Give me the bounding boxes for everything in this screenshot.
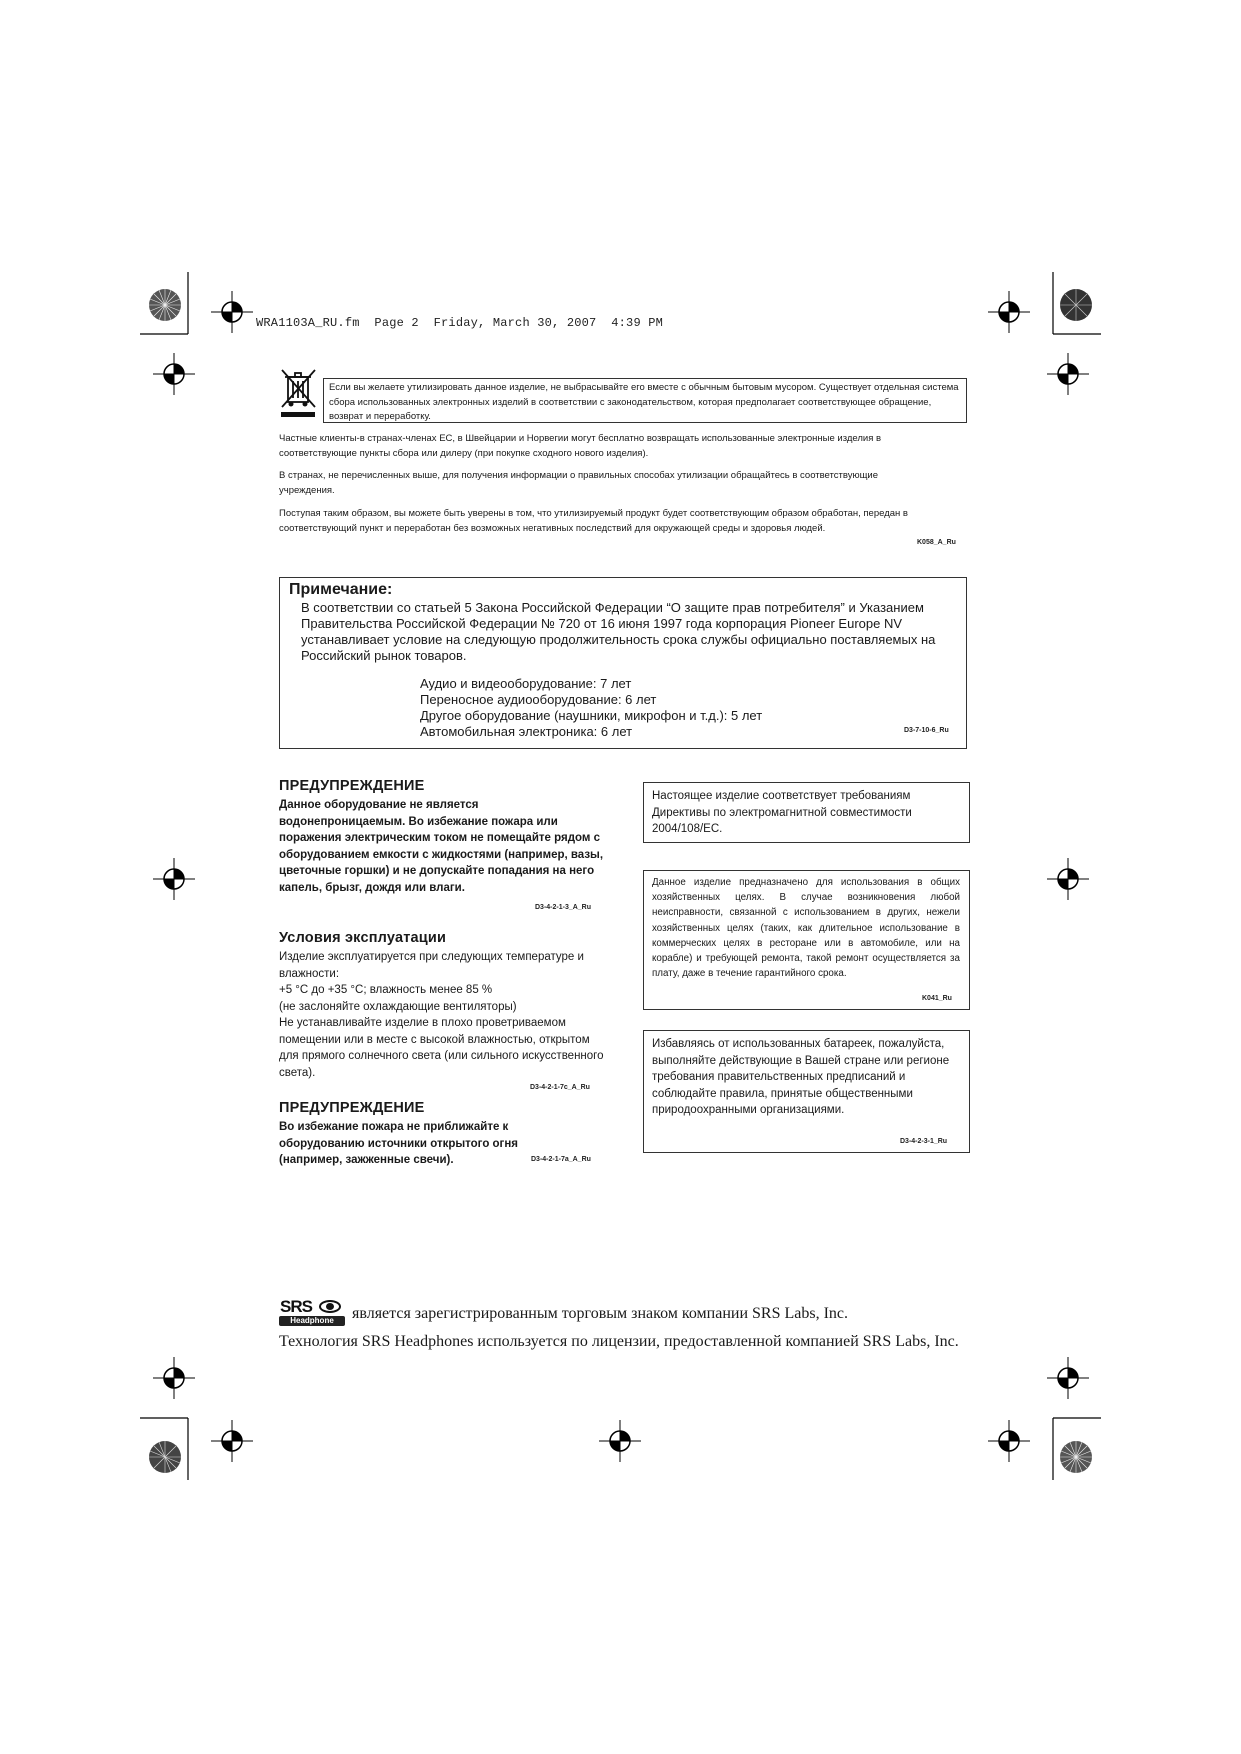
warning-2-code: D3-4-2-1-7a_A_Ru: [531, 1156, 591, 1163]
registration-target-icon: [153, 858, 195, 900]
battery-code: D3-4-2-3-1_Ru: [900, 1138, 948, 1145]
operating-body: Изделие эксплуатируется при следующих температуре и влажности: +5 °C до +35 °C; влажность менее 85 % (не заслоняйте охлаждающие вентиляторы) Не устанавливайте изделие в плохо проветриваемом помещении или в месте с высокой влажностью, открытом для прямого солнечного света (или сильного искусственного света).: [279, 951, 604, 1079]
household-box: [643, 870, 970, 1010]
weee-para-3: Поступая таким образом, вы можете быть уверены в том, что утилизируемый продукт будет соответствующим образом обработан, передан в соответствующий пункт и переработан без возможных негативных последствий для окружающей среды и здоровья людей.: [279, 508, 908, 534]
battery-text: Избавляясь от использованных батареек, пожалуйста, выполняйте действующие в Вашей стране или регионе требования правительственных предписаний и соблюдайте правила, принятые общественными природоохранными организациями.: [652, 1038, 950, 1116]
note-item: Другое оборудование (наушники, микрофон и т.д.): 5 лет: [420, 708, 763, 723]
battery-box: [643, 1030, 970, 1153]
warning-1-body: Данное оборудование не является водонепроницаемым. Во избежание пожара или поражения электрическим током не помещайте рядом с оборудованием емкости с жидкостями (например, вазы, цветочные горшки) и не допускайте попадания на него капель, брызг, дождя или влаги.: [279, 799, 604, 894]
color-bar-circle-icon: [148, 1440, 182, 1474]
registration-target-icon: [153, 353, 195, 395]
household-code: K041_Ru: [922, 995, 952, 1002]
household-text: Данное изделие предназначено для использования в общих хозяйственных целях. В случае возникновения любой неисправности, связанной с использованием в других, нежели хозяйственных целях (таких, как длительное использование в коммерческих целях в ресторане или в автомобиле, или на корабле) и требующей ремонта, такой ремонт осуществляется за плату, даже в течение гарантийного срока.: [652, 877, 960, 980]
warning-2-title: ПРЕДУПРЕЖДЕНИЕ: [279, 1100, 425, 1116]
emc-text: Настоящее изделие соответствует требованиям Директивы по электромагнитной совместимости 2004/108/EC.: [652, 790, 912, 835]
note-item: Переносное аудиооборудование: 6 лет: [420, 692, 657, 707]
srs-logo-text: SRS: [280, 1297, 312, 1316]
weee-code: K058_A_Ru: [917, 539, 956, 546]
color-bar-circle-icon: [148, 288, 182, 322]
srs-trademark-line-2: Технология SRS Headphones используется по лицензии, предоставленной компанией SRS Labs, Inc.: [279, 1333, 959, 1350]
note-body: В соответствии со статьей 5 Закона Российской Федерации “О защите прав потребителя” и Указанием Правительства Российской Федерации № 720 от 16 июня 1997 года корпорация Pioneer Europe NV устанавливает условие на следующую продолжительность срока службы официально поставляемых на Российский рынок товаров.: [301, 600, 936, 663]
weee-para-1: Частные клиенты-в странах-членах ЕС, в Швейцарии и Норвегии могут бесплатно возвращать использованные электронные изделия в соответствующие пункты сбора или дилеру (при покупке сходного нового изделия).: [279, 433, 882, 459]
note-item: Аудио и видеооборудование: 7 лет: [420, 676, 632, 691]
weee-box: [323, 378, 967, 423]
color-bar-circle-icon: [1059, 1440, 1093, 1474]
srs-logo-circle-icon: [319, 1300, 341, 1313]
registration-target-icon: [988, 1420, 1030, 1462]
registration-target-icon: [1047, 1357, 1089, 1399]
registration-target-icon: [211, 1420, 253, 1462]
note-title: Примечание:: [289, 581, 393, 598]
srs-headphone-logo: [279, 1299, 345, 1327]
registration-target-icon: [153, 1357, 195, 1399]
note-item: Автомобильная электроника: 6 лет: [420, 724, 633, 739]
registration-target-icon: [1047, 353, 1089, 395]
srs-logo-sub: Headphone: [279, 1316, 345, 1326]
registration-target-icon: [988, 291, 1030, 333]
warning-1-title: ПРЕДУПРЕЖДЕНИЕ: [279, 778, 425, 794]
srs-trademark-line-1: является зарегистрированным торговым знаком компании SRS Labs, Inc.: [352, 1305, 849, 1322]
note-box: [279, 577, 967, 749]
note-code: D3-7-10-6_Ru: [904, 727, 949, 734]
file-header: WRA1103A_RU.fm Page 2 Friday, March 30, 2007 4:39 PM: [256, 316, 664, 330]
operating-title: Условия эксплуатации: [279, 930, 447, 946]
emc-box: [643, 782, 970, 843]
crossed-bin-icon: [279, 367, 319, 424]
weee-para-2: В странах, не перечисленных выше, для получения информации о правильных способах утилизации обращайтесь в соответствующие учреждения.: [279, 470, 878, 496]
warning-1-code: D3-4-2-1-3_A_Ru: [535, 904, 592, 911]
weee-box-text: Если вы желаете утилизировать данное изделие, не выбрасывайте его вместе с обычным бытовым мусором. Существует отдельная система сбора использованных электронных изделий в соответствии с законодательством, которая предполагает соответствующее обращение, возврат и переработку.: [329, 382, 959, 423]
operating-code: D3-4-2-1-7c_A_Ru: [530, 1084, 590, 1091]
registration-target-icon: [1047, 858, 1089, 900]
registration-target-icon: [599, 1420, 641, 1462]
note-items: [420, 676, 762, 740]
registration-target-icon: [211, 291, 253, 333]
warning-2-body: Во избежание пожара не приближайте к оборудованию источники открытого огня (например, зажженные свечи).: [279, 1121, 519, 1166]
color-bar-circle-icon: [1059, 288, 1093, 322]
